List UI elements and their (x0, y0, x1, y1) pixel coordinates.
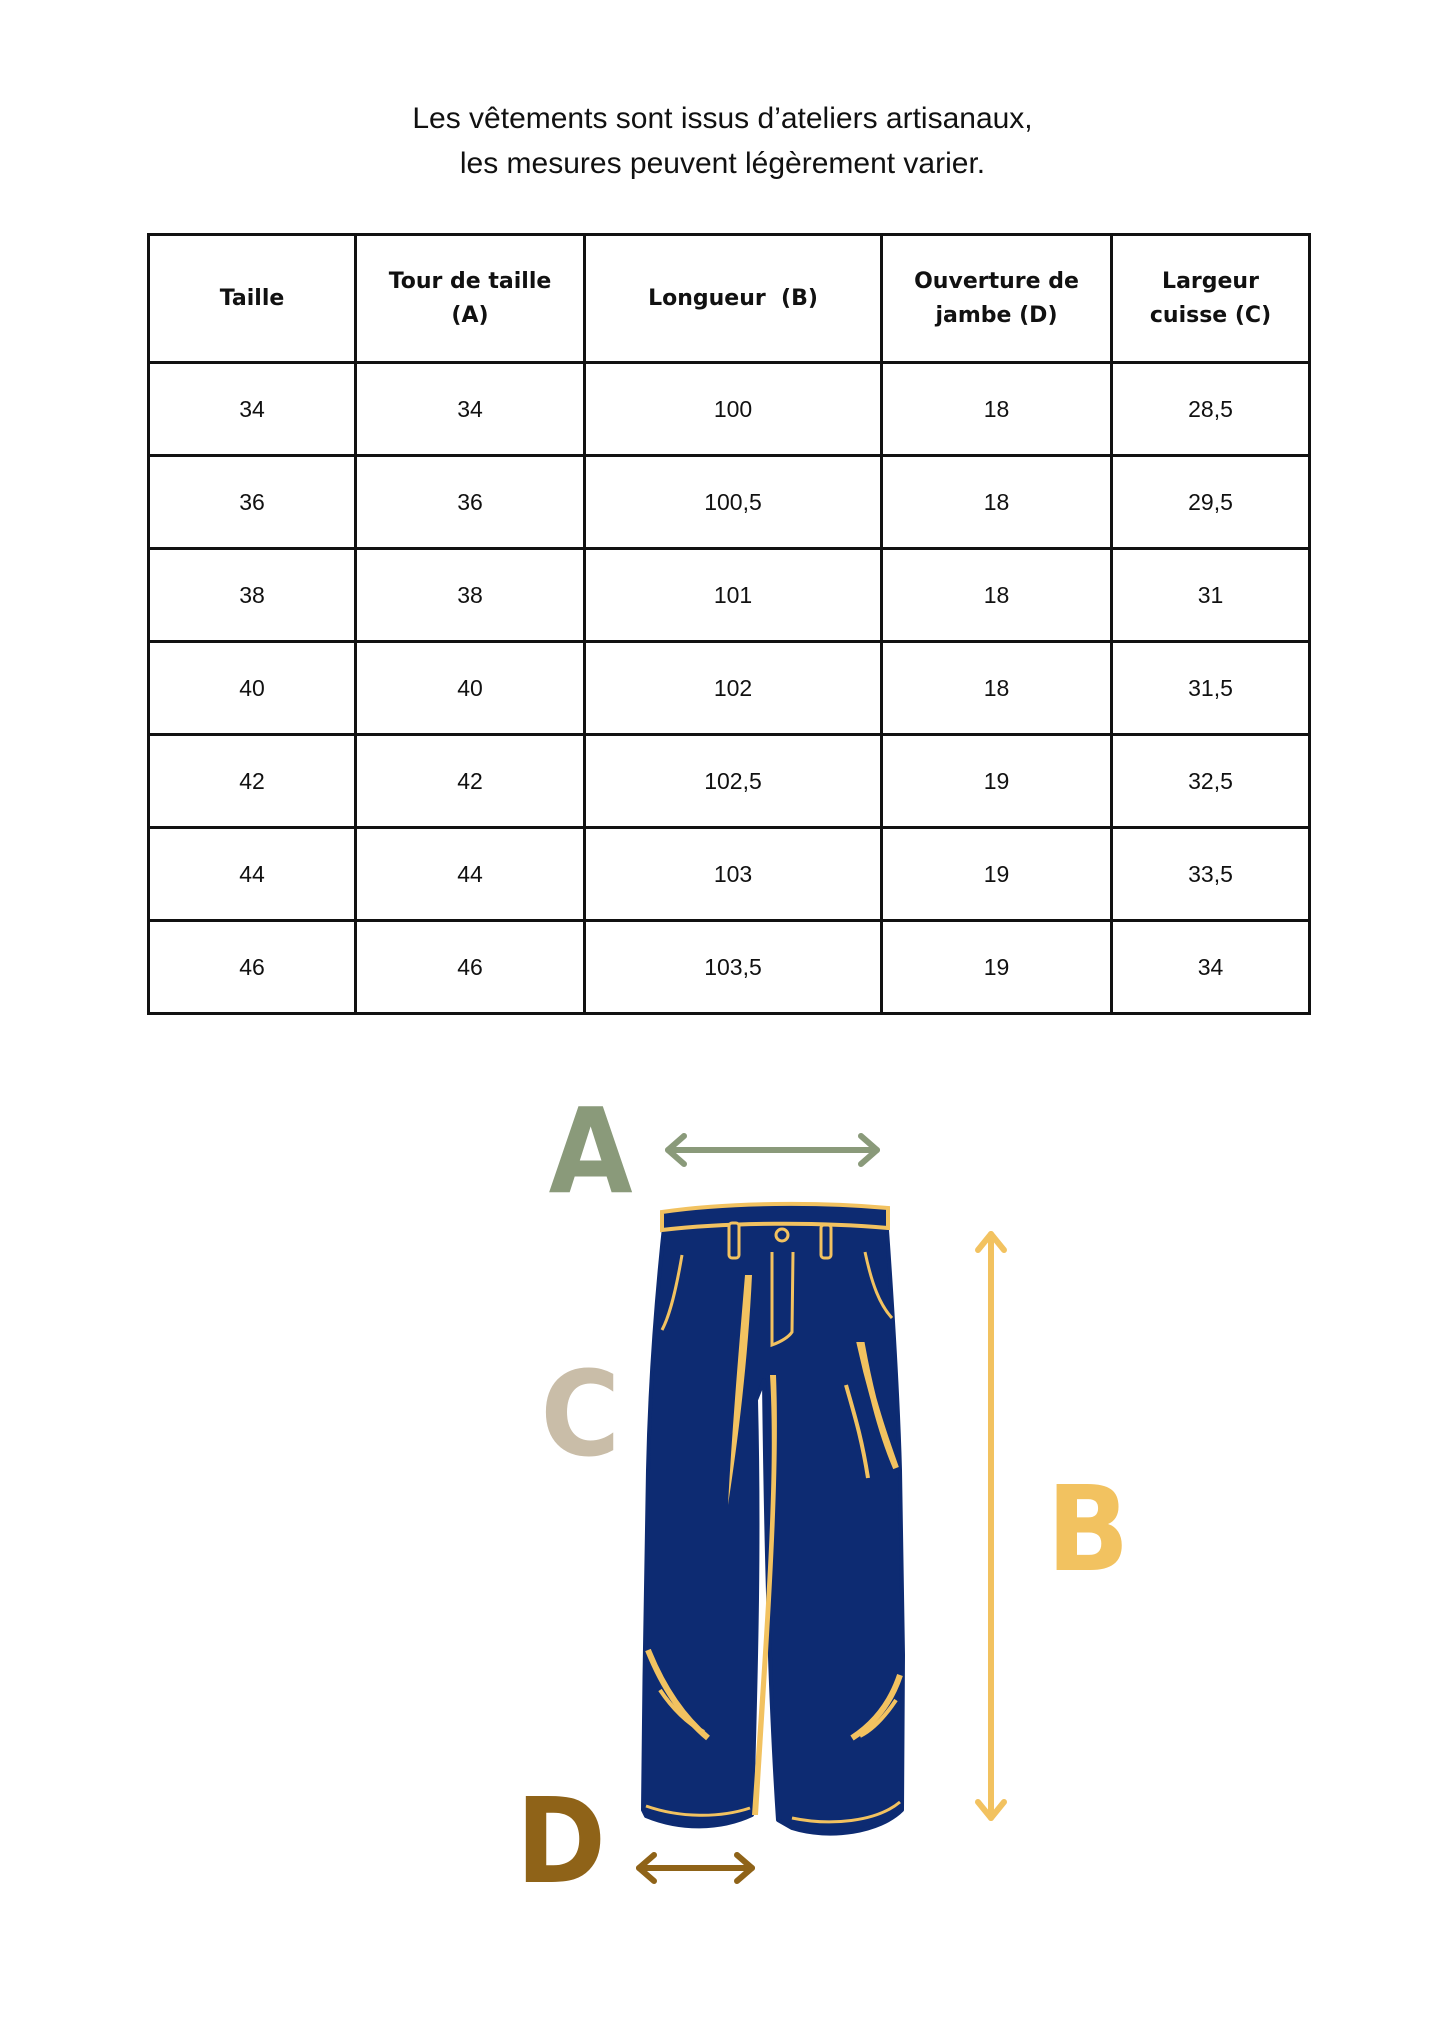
table-cell: 36 (149, 456, 356, 549)
table-row (149, 828, 1310, 921)
header-largeur-cuisse: Largeur cuisse (C) (1112, 235, 1310, 363)
table-cell: 102 (585, 642, 882, 735)
table-cell: 101 (585, 549, 882, 642)
header-ouverture-jambe: Ouverture de jambe (D) (882, 235, 1112, 363)
table-cell: 29,5 (1112, 456, 1310, 549)
table-row (149, 735, 1310, 828)
table-cell: 31 (1112, 549, 1310, 642)
table-cell: 40 (356, 642, 585, 735)
table-cell: 19 (882, 735, 1112, 828)
table-cell: 46 (356, 921, 585, 1014)
table-cell: 40 (149, 642, 356, 735)
table-cell: 18 (882, 363, 1112, 456)
table-cell: 28,5 (1112, 363, 1310, 456)
table-cell: 34 (356, 363, 585, 456)
table-cell: 32,5 (1112, 735, 1310, 828)
table-cell: 46 (149, 921, 356, 1014)
double-arrow-icon (978, 1234, 1004, 1818)
table-cell: 100,5 (585, 456, 882, 549)
label-b: B (1046, 1460, 1130, 1598)
table-row (149, 921, 1310, 1014)
label-a: A (548, 1082, 633, 1220)
table-cell: 18 (882, 642, 1112, 735)
table-row (149, 549, 1310, 642)
table-cell: 103,5 (585, 921, 882, 1014)
table-cell: 44 (356, 828, 585, 921)
intro-line-2: les mesures peuvent légèrement varier. (459, 147, 986, 180)
intro-line-1: Les vêtements sont issus d’ateliers artisanaux, (412, 102, 1033, 135)
table-cell: 18 (882, 456, 1112, 549)
table-cell: 103 (585, 828, 882, 921)
table-cell: 102,5 (585, 735, 882, 828)
table-cell: 100 (585, 363, 882, 456)
table-cell: 42 (356, 735, 585, 828)
intro-text (0, 96, 1445, 186)
table-cell: 18 (882, 549, 1112, 642)
double-arrow-icon (668, 1136, 877, 1164)
table-cell: 19 (882, 921, 1112, 1014)
table-row (149, 642, 1310, 735)
header-taille: Taille (149, 235, 356, 363)
header-tour-de-taille: Tour de taille (A) (356, 235, 585, 363)
table-cell: 31,5 (1112, 642, 1310, 735)
double-arrow-icon (639, 1855, 752, 1881)
table-cell: 34 (149, 363, 356, 456)
header-longueur: Longueur (B) (585, 235, 882, 363)
table-cell: 38 (149, 549, 356, 642)
label-d: D (515, 1772, 607, 1910)
table-row (149, 456, 1310, 549)
table-cell: 19 (882, 828, 1112, 921)
double-arrow-icon (663, 1400, 752, 1426)
size-table (147, 233, 1311, 1015)
table-row (149, 363, 1310, 456)
table-cell: 44 (149, 828, 356, 921)
jeans-illustration (643, 1204, 903, 1834)
table-cell: 33,5 (1112, 828, 1310, 921)
label-c: C (540, 1345, 621, 1483)
table-cell: 34 (1112, 921, 1310, 1014)
table-cell: 42 (149, 735, 356, 828)
table-cell: 36 (356, 456, 585, 549)
table-header-row (149, 235, 1310, 363)
table-cell: 38 (356, 549, 585, 642)
